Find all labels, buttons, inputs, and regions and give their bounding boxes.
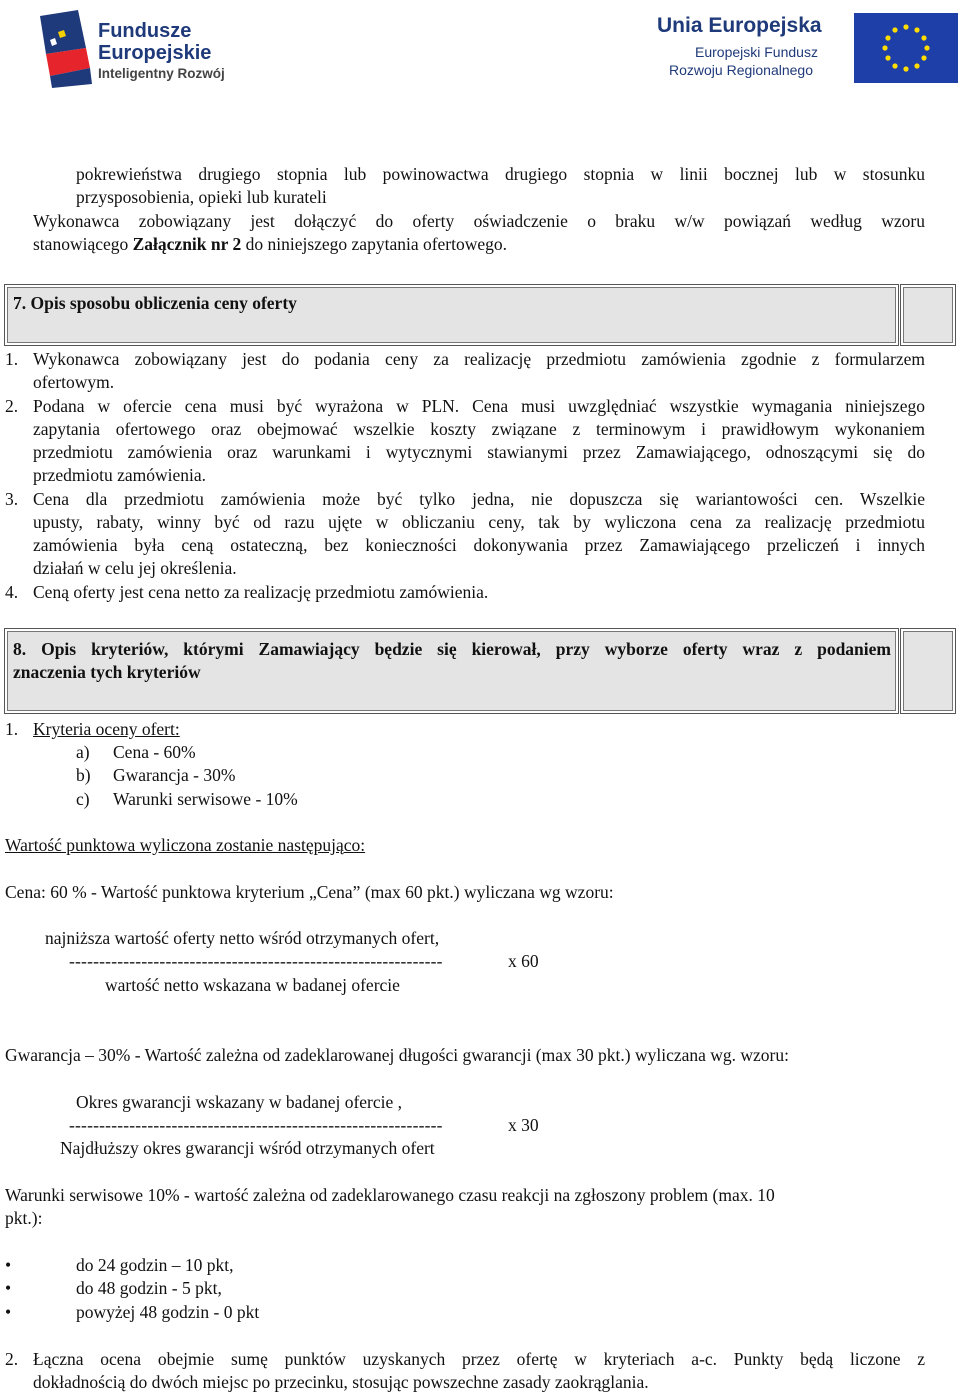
fe-logo-line3: Inteligentny Rozwój <box>98 66 225 81</box>
bullet-icon: • <box>5 1255 12 1275</box>
warranty-formula-bar: -------------------------------------------------------------- <box>69 1115 443 1135</box>
intro-line-1: pokrewieństwa drugiego stopnia lub powinowactwa drugiego stopnia w linii bocznej lub w stosunku <box>76 164 925 184</box>
s7-item-1-line-1: Wykonawca zobowiązany jest do podania ceny za realizację przedmiotu zamówienia zgodnie z formularzem <box>33 349 925 369</box>
total-line-1: Łączna ocena obejmie sumę punktów uzyskanych przez ofertę w kryteriach a-c. Punkty będą liczone z <box>33 1349 925 1369</box>
s7-item-2-line-1: Podana w ofercie cena musi być wyrażona w PLN. Cena musi uwzględniać wszystkie wymagania niniejszego <box>33 396 925 416</box>
bullet-icon: • <box>5 1302 12 1322</box>
bullet-icon: • <box>5 1278 12 1298</box>
s7-item-4-line-1: Ceną oferty jest cena netto za realizację przedmiotu zamówienia. <box>33 582 489 602</box>
price-rule: Cena: 60 % - Wartość punktowa kryterium „Cena” (max 60 pkt.) wyliczana wg wzoru: <box>5 882 614 902</box>
s7-item-1-line-2: ofertowym. <box>33 372 115 392</box>
criterion-c-letter: c) <box>76 789 90 809</box>
intro-line-2: przysposobienia, opieki lub kurateli <box>76 187 327 207</box>
service-rule-line-2: pkt.): <box>5 1208 43 1228</box>
s7-item-3-line-1: Cena dla przedmiotu zamówienia może być tylko jedna, nie dopuszcza się wariantowości cen. Wszelkie <box>33 489 925 509</box>
s7-item-3-num: 3. <box>5 489 19 509</box>
criterion-b-text: Gwarancja - 30% <box>113 765 236 785</box>
s7-item-3-line-4: działań w celu jej określenia. <box>33 558 237 578</box>
price-formula-factor: x 60 <box>508 951 539 971</box>
intro-line-3: Wykonawca zobowiązany jest dołączyć do oferty oświadczenie o braku w/w powiązań według wzoru <box>33 211 925 231</box>
criterion-a-letter: a) <box>76 742 90 762</box>
ue-logo-line2: Europejski Fundusz <box>695 44 818 60</box>
s7-item-3-line-2: upusty, rabaty, winny być od razu ujęte w obliczaniu ceny, tak by wyliczona cena za realizację przedmiotu <box>33 512 925 532</box>
ue-logo-line3: Rozwoju Regionalnego <box>669 62 813 78</box>
service-bullet-1: do 24 godzin – 10 pkt, <box>76 1255 234 1275</box>
s7-item-2-num: 2. <box>5 396 19 416</box>
price-formula-denominator: wartość netto wskazana w badanej ofercie <box>105 975 400 995</box>
price-formula-bar: -------------------------------------------------------------- <box>69 951 443 971</box>
fe-flag-icon <box>38 10 94 88</box>
fe-logo-line2: Europejskie <box>98 42 212 64</box>
section-8-heading-line-2: znaczenia tych kryteriów <box>13 662 201 682</box>
service-bullet-2: do 48 godzin - 5 pkt, <box>76 1278 222 1298</box>
intro-line-4-pre: stanowiącego <box>33 234 133 254</box>
attachment-reference: Załącznik nr 2 <box>132 234 242 254</box>
ue-logo-line1: Unia Europejska <box>657 14 822 37</box>
warranty-rule: Gwarancja – 30% - Wartość zależna od zadeklarowanej długości gwarancji (max 30 pkt.) wyliczana wg. wzoru: <box>5 1045 789 1065</box>
warranty-formula-factor: x 30 <box>508 1115 539 1135</box>
intro-line-4-post: do niniejszego zapytania ofertowego. <box>241 234 508 254</box>
section-8-heading-box-side <box>900 628 956 714</box>
s7-item-4-num: 4. <box>5 582 19 602</box>
s7-item-1-num: 1. <box>5 349 19 369</box>
service-bullet-3: powyżej 48 godzin - 0 pkt <box>76 1302 260 1322</box>
total-num: 2. <box>5 1349 19 1369</box>
s7-item-2-line-2: zapytania ofertowego oraz obejmować wszelkie koszty związane z terminowym i prawidłowym wykonaniem <box>33 419 925 439</box>
warranty-formula-numerator: Okres gwarancji wskazany w badanej ofercie , <box>76 1092 403 1112</box>
s7-item-2-line-4: przedmiotu zamówienia. <box>33 465 206 485</box>
intro-line-4 <box>33 233 507 256</box>
s7-item-3-line-3: zamówienia była ceną ostateczną, bez konieczności dokonywania przez Zamawiającego przeliczeń i innych <box>33 535 925 555</box>
unia-europejska-logo <box>655 10 960 86</box>
s7-item-2-line-3: przedmiotu zamówienia oraz warunkami i wytycznymi stawianymi przez Zamawiającego, odnoszącymi się do <box>33 442 925 462</box>
criterion-a-text: Cena - 60% <box>113 742 196 762</box>
fe-logo-line1: Fundusze <box>98 20 192 42</box>
section-7-heading-box-side <box>900 284 956 346</box>
price-formula-numerator: najniższa wartość oferty netto wśród otrzymanych ofert, <box>45 928 440 948</box>
criteria-num: 1. <box>5 719 19 739</box>
warranty-formula-denominator: Najdłuższy okres gwarancji wśród otrzymanych ofert <box>60 1138 435 1158</box>
criteria-title: Kryteria oceny ofert: <box>33 719 180 739</box>
score-intro: Wartość punktowa wyliczona zostanie następująco: <box>5 835 366 855</box>
service-rule-line-1: Warunki serwisowe 10% - wartość zależna od zadeklarowanego czasu reakcji na zgłoszony problem (max. 10 <box>5 1185 775 1205</box>
section-8-heading-line-1: 8. Opis kryteriów, którymi Zamawiający będzie się kierował, przy wyborze oferty wraz z podaniem <box>13 639 891 659</box>
criterion-c-text: Warunki serwisowe - 10% <box>113 789 298 809</box>
fundusze-europejskie-logo <box>38 8 238 92</box>
section-7-heading: 7. Opis sposobu obliczenia ceny oferty <box>13 293 297 313</box>
criterion-b-letter: b) <box>76 765 91 785</box>
eu-flag-icon <box>854 13 958 83</box>
total-line-2: dokładnością do dwóch miejsc po przecinku, stosując powszechne zasady zaokrąglania. <box>33 1372 649 1392</box>
